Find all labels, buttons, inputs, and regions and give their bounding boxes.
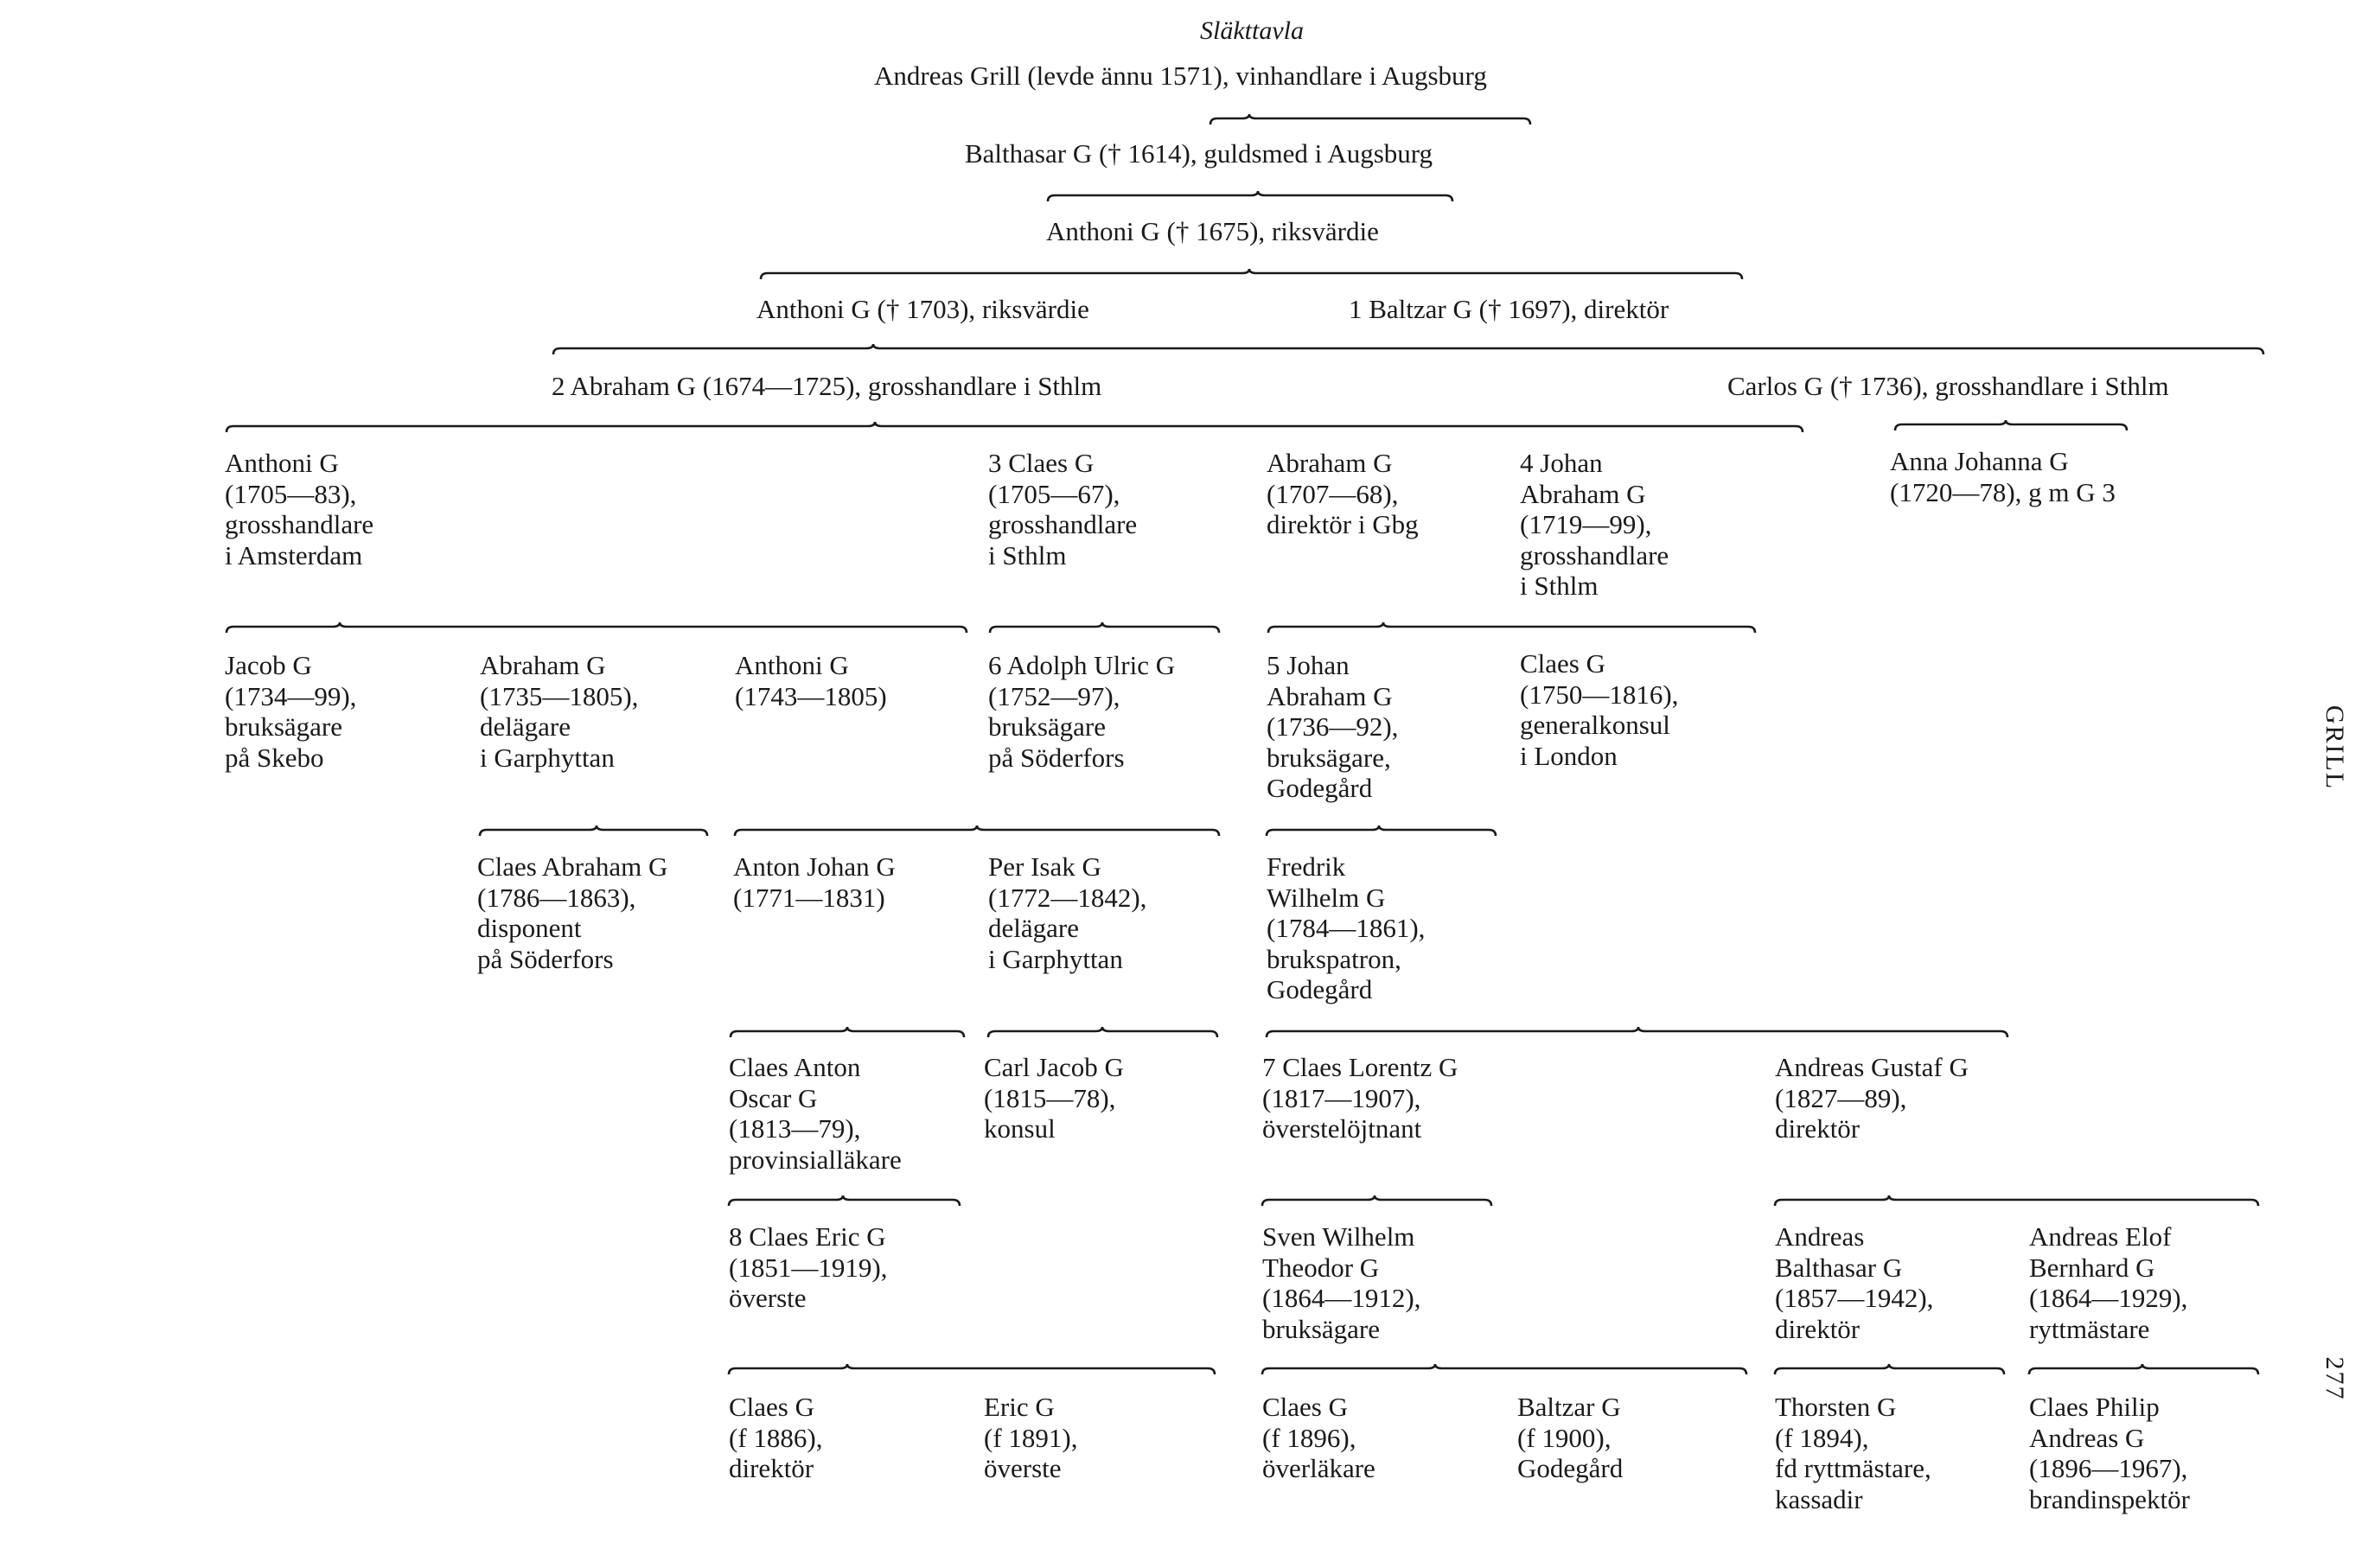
person-balthasar-g: Balthasar G († 1614), guldsmed i Augsburg [965, 138, 1433, 169]
person-claes-g-1705: 3 Claes G (1705—67), grosshandlare i Sthlm [988, 448, 1138, 570]
bracket-connector-4 [227, 422, 1803, 432]
side-label: GRILL [2320, 704, 2349, 791]
person-abraham-g-1735: Abraham G (1735—1805), delägare i Garphyttan [480, 650, 639, 773]
bracket-connector-0 [1210, 114, 1530, 124]
bracket-connector-18 [729, 1364, 1215, 1374]
person-claes-abraham-g: Claes Abraham G (1786—1863), disponent på Söderfors [477, 851, 668, 974]
person-anthoni-g-1703: Anthoni G († 1703), riksvärdie [756, 294, 1089, 324]
person-andreas-elof-bernhard-g: Andreas Elof Bernhard G (1864—1929), ryttmästare [2029, 1221, 2188, 1344]
person-claes-anton-oscar-g: Claes Anton Oscar G (1813—79), provinsialläkare [729, 1052, 902, 1175]
person-carlos-g: Carlos G († 1736), grosshandlare i Sthlm [1727, 371, 2169, 401]
bracket-connector-1 [1048, 191, 1452, 201]
bracket-connector-15 [729, 1195, 960, 1206]
person-claes-philip-andreas-g: Claes Philip Andreas G (1896—1967), brandinspektör [2029, 1392, 2190, 1514]
bracket-connector-21 [2029, 1364, 2258, 1374]
person-claes-g-1896: Claes G (f 1896), överläkare [1262, 1392, 1375, 1483]
person-baltzar-g-1697: 1 Baltzar G († 1697), direktör [1349, 294, 1669, 324]
bracket-connector-19 [1262, 1364, 1746, 1374]
person-abraham-g-1674: 2 Abraham G (1674—1725), grosshandlare i Sthlm [552, 371, 1102, 401]
bracket-connector-9 [480, 825, 707, 836]
person-anthoni-g-1743: Anthoni G (1743—1805) [735, 650, 887, 711]
bracket-connector-16 [1262, 1195, 1491, 1206]
person-abraham-g-1707: Abraham G (1707—68), direktör i Gbg [1267, 448, 1419, 539]
bracket-connector-10 [735, 825, 1219, 836]
person-claes-g-1750: Claes G (1750—1816), generalkonsul i London [1520, 648, 1679, 771]
person-eric-g-1891: Eric G (f 1891), överste [984, 1392, 1078, 1483]
person-claes-lorentz-g: 7 Claes Lorentz G (1817—1907), överstelöjtnant [1262, 1052, 1458, 1144]
person-anthoni-g-1705: Anthoni G (1705—83), grosshandlare i Amsterdam [225, 448, 374, 570]
person-carl-jacob-g: Carl Jacob G (1815—78), konsul [984, 1052, 1124, 1144]
bracket-connector-5 [1895, 420, 2127, 430]
person-per-isak-g: Per Isak G (1772—1842), delägare i Garphyttan [988, 851, 1147, 974]
person-johan-abraham-g-1736: 5 Johan Abraham G (1736—92), bruksägare, Godegård [1267, 650, 1399, 803]
bracket-connector-13 [988, 1027, 1217, 1037]
person-anna-johanna-g: Anna Johanna G (1720—78), g m G 3 [1890, 446, 2116, 507]
bracket-connector-3 [553, 344, 2263, 354]
bracket-connector-20 [1775, 1364, 2004, 1374]
person-thorsten-g: Thorsten G (f 1894), fd ryttmästare, kassadir [1775, 1392, 1931, 1514]
person-andreas-gustaf-g: Andreas Gustaf G (1827—89), direktör [1775, 1052, 1969, 1144]
bracket-connector-11 [1267, 825, 1496, 836]
person-johan-abraham-g-1719: 4 Johan Abraham G (1719—99), grosshandlare i Sthlm [1520, 448, 1669, 601]
person-claes-g-1886: Claes G (f 1886), direktör [729, 1392, 823, 1483]
person-andreas-balthasar-g: Andreas Balthasar G (1857—1942), direktör [1775, 1221, 1934, 1344]
person-fredrik-wilhelm-g: Fredrik Wilhelm G (1784—1861), brukspatron, Godegård [1267, 851, 1426, 1004]
bracket-connector-2 [761, 269, 1742, 279]
person-anthoni-g-1675: Anthoni G († 1675), riksvärdie [1046, 216, 1379, 246]
person-anton-johan-g: Anton Johan G (1771—1831) [733, 851, 896, 913]
bracket-connector-6 [227, 622, 967, 633]
person-baltzar-g-1900: Baltzar G (f 1900), Godegård [1517, 1392, 1624, 1483]
table-title: Släkttavla [1200, 16, 1304, 45]
page-number: 277 [2320, 1356, 2349, 1401]
person-claes-eric-g: 8 Claes Eric G (1851—1919), överste [729, 1221, 888, 1313]
bracket-connector-14 [1267, 1027, 2007, 1037]
bracket-connector-17 [1775, 1195, 2258, 1206]
bracket-connector-12 [731, 1027, 964, 1037]
person-jacob-g: Jacob G (1734—99), bruksägare på Skebo [225, 650, 357, 773]
bracket-connector-7 [990, 622, 1219, 633]
person-sven-wilhelm-theodor-g: Sven Wilhelm Theodor G (1864—1912), bruksägare [1262, 1221, 1421, 1344]
bracket-connector-8 [1268, 622, 1755, 633]
person-andreas-grill: Andreas Grill (levde ännu 1571), vinhandlare i Augsburg [874, 61, 1487, 91]
person-adolph-ulric-g: 6 Adolph Ulric G (1752—97), bruksägare på Söderfors [988, 650, 1176, 773]
